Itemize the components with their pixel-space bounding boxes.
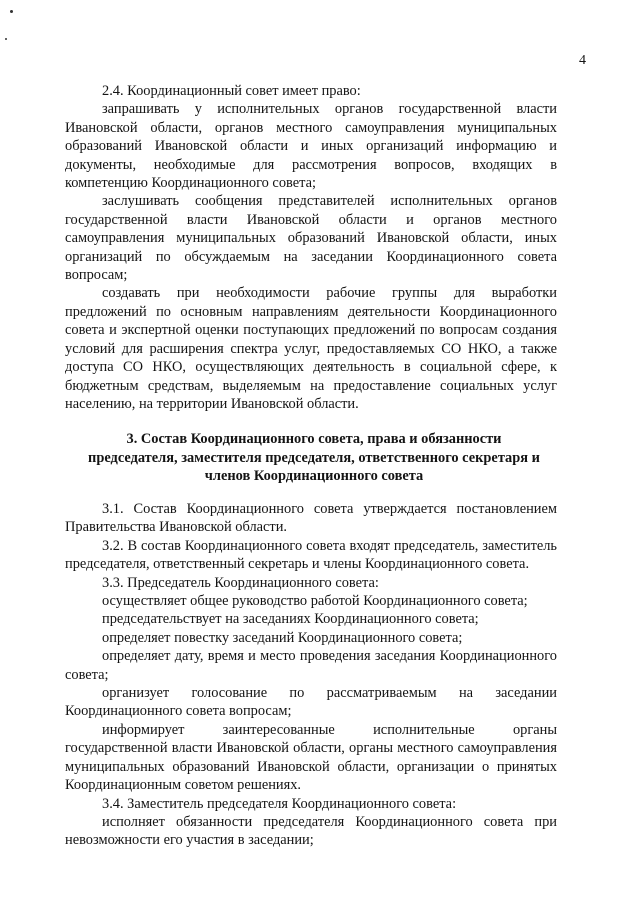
list-item: заслушивать сообщения представителей исполнительных органов государственной власти Ивановской области и органов местного самоуправления муниципальных образований Ивановской области, иных организаций по обсуждаемым на заседании Координационного совета вопросам; [65,193,557,284]
list-item: организует голосование по рассматриваемым на заседании Координационного совета вопросам; [65,685,557,720]
list-item: исполняет обязанности председателя Координационного совета при невозможности его участия в заседании; [65,813,557,849]
heading-line: председателя, заместителя председателя, ответственного секретаря и [88,449,540,466]
section-3-body [65,500,557,850]
scan-artifact-dot [10,10,13,13]
list-item: председательствует на заседаниях Координационного совета; [102,611,479,628]
scan-artifact-dot [5,38,7,40]
list-item: определяет повестку заседаний Координационного совета; [102,629,463,646]
list-item: осуществляет общее руководство работой Координационного совета; [102,593,528,610]
list-item: создавать при необходимости рабочие группы для выработки предложений по основным направлениям деятельности Координационного совета и экспертной оценки поступающих предложений по вопросам создания условий для расширения спектра услуг, предоставляемых СО НКО, а также доступа СО НКО, осуществляющих деятельность в социальной сфере, к бюджетным средствам, выделяемым на предоставление социальных услуг населению, на территории Ивановской области. [65,285,557,412]
list-item: определяет дату, время и место проведения заседания Координационного совета; [65,648,557,683]
page-number: 4 [579,53,586,68]
heading-line: членов Координационного совета [204,468,424,485]
paragraph-3-3-intro: 3.3. Председатель Координационного совета: [102,574,379,591]
paragraph-3-2: 3.2. В состав Координационного совета входят председатель, заместитель председателя, ответственный секретарь и члены Координационного совета. [65,537,557,573]
paragraph-3-1: 3.1. Состав Координационного совета утверждается постановлением Правительства Ивановской области. [65,501,557,536]
list-item: информирует заинтересованные исполнительные органы государственной власти Ивановской области, органы местного самоуправления муниципальных образований Ивановской области, организации о принятых Координационным советом решениях. [65,721,557,794]
section-2-4-intro: 2.4. Координационный совет имеет право: [102,83,361,99]
section-3-heading [70,430,558,486]
list-item: запрашивать у исполнительных органов государственной власти Ивановской области, органов местного самоуправления муниципальных образований Ивановской области и иных организаций информацию и документы, необходимые для рассмотрения вопросов, входящих в компетенцию Координационного совета; [65,101,557,192]
paragraph-3-4-intro: 3.4. Заместитель председателя Координационного совета: [102,795,457,812]
section-2-4 [65,82,557,413]
heading-line: 3. Состав Координационного совета, права и обязанности [126,431,502,447]
